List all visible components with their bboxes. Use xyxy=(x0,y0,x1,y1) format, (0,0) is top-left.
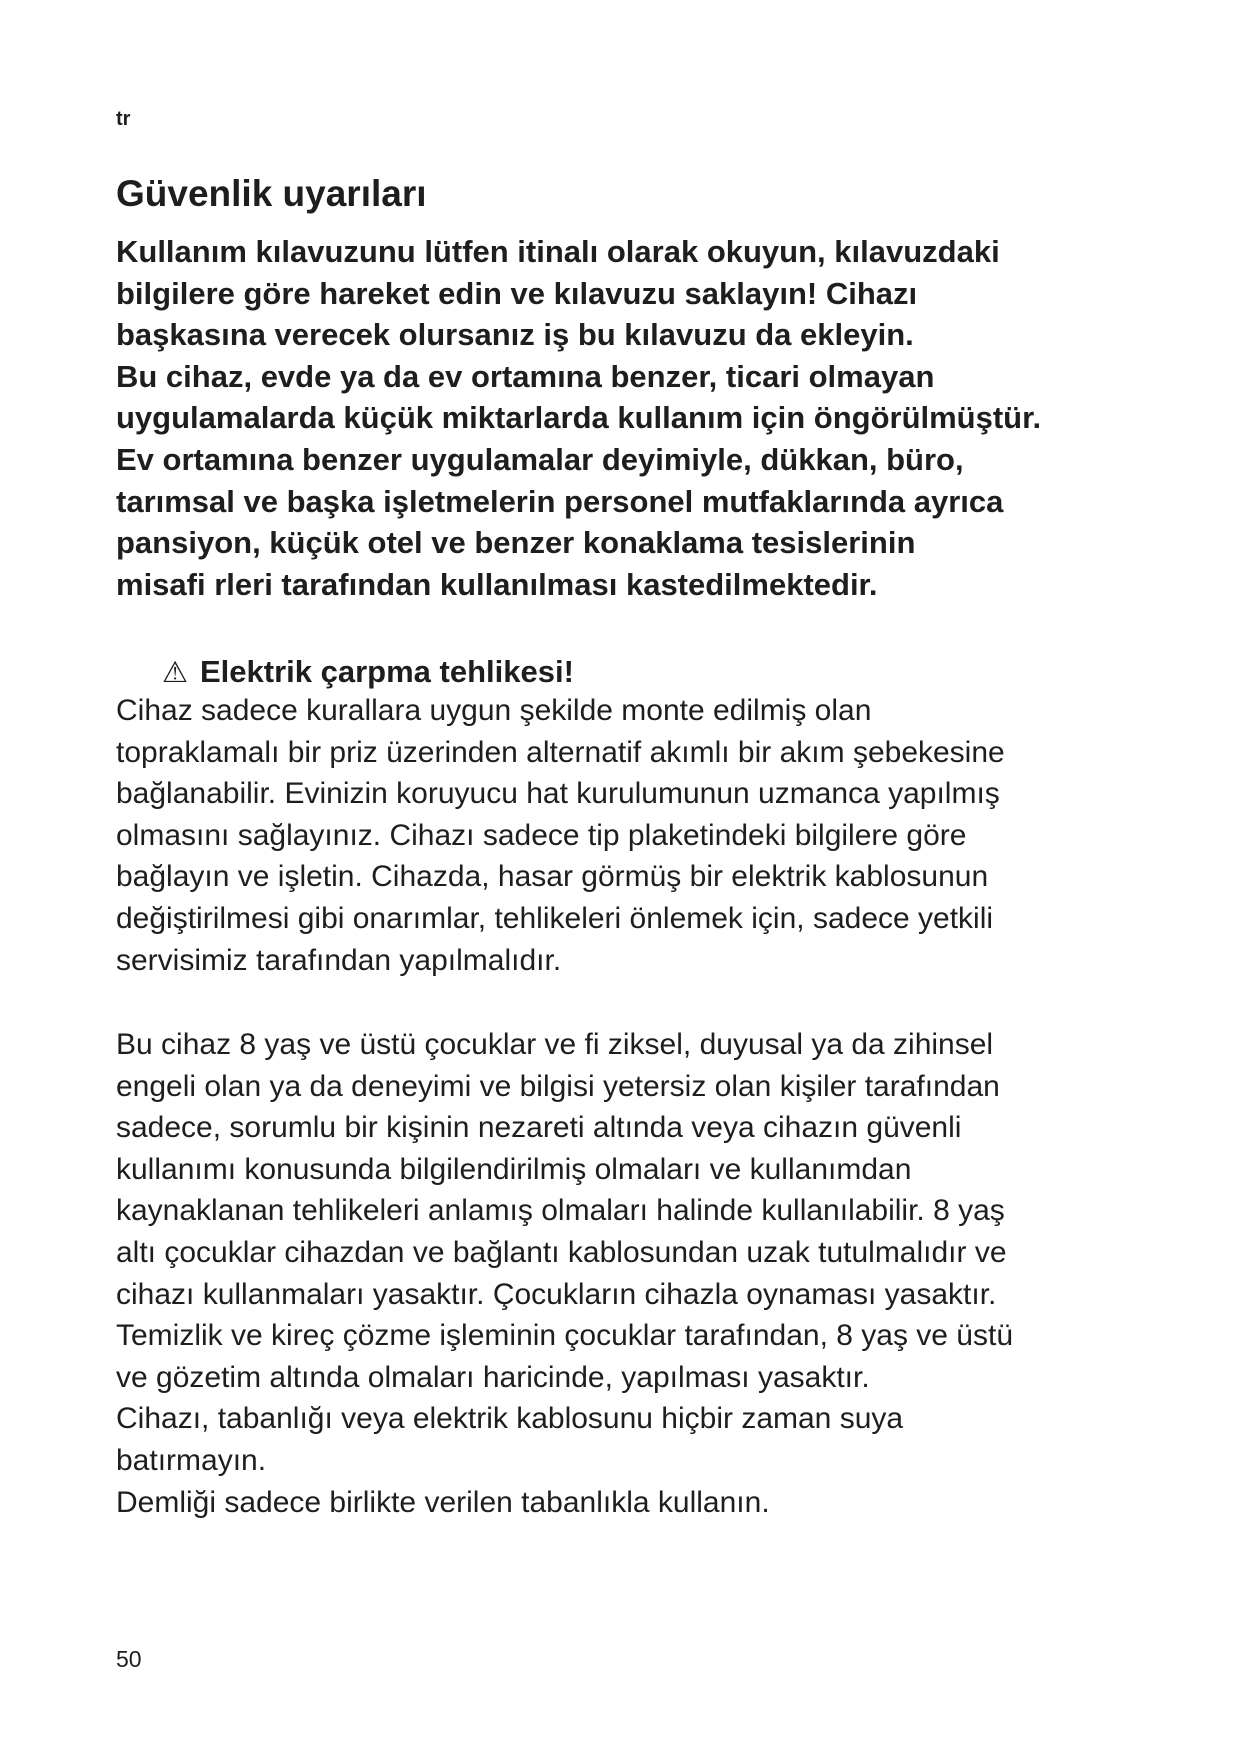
electric-shock-paragraph xyxy=(116,690,1166,981)
intro-line: Kullanım kılavuzunu lütfen itinalı olarak okuyun, kılavuzdaki xyxy=(116,234,1000,269)
warning-heading-text: Elektrik çarpma tehlikesi! xyxy=(200,654,574,689)
paragraph-line: engeli olan ya da deneyimi ve bilgisi yetersiz olan kişiler tarafından xyxy=(116,1069,1000,1103)
intro-line: Ev ortamına benzer uygulamalar deyimiyle, dükkan, büro, xyxy=(116,441,964,477)
paragraph-line: altı çocuklar cihazdan ve bağlantı kablosundan uzak tutulmalıdır ve xyxy=(116,1235,1007,1269)
paragraph-line: olmasını sağlayınız. Cihazı sadece tip plaketindeki bilgilere göre xyxy=(116,818,967,852)
section-title: Güvenlik uyarıları xyxy=(116,173,427,214)
intro-line: uygulamalarda küçük miktarlarda kullanım için öngörülmüştür. xyxy=(116,400,1042,436)
paragraph-line: bağlayın ve işletin. Cihazda, hasar görmüş bir elektrik kablosunun xyxy=(116,860,989,894)
paragraph-line: değiştirilmesi gibi onarımlar, tehlikeleri önlemek için, sadece yetkili xyxy=(116,901,994,935)
intro-line: misafi rleri tarafından kullanılması kastedilmektedir. xyxy=(116,566,878,602)
paragraph-line: kaynaklanan tehlikeleri anlamış olmaları halinde kullanılabilir. 8 yaş xyxy=(116,1194,1005,1228)
intro-line: başkasına verecek olursanız iş bu kılavuzu da ekleyin. xyxy=(116,317,914,353)
paragraph-line: Bu cihaz 8 yaş ve üstü çocuklar ve fi ziksel, duyusal ya da zihinsel xyxy=(116,1028,994,1061)
paragraph-line: sadece, sorumlu bir kişinin nezareti altında veya cihazın güvenli xyxy=(116,1111,962,1145)
paragraph-line: Cihaz sadece kurallara uygun şekilde monte edilmiş olan xyxy=(116,694,872,727)
paragraph-line: topraklamalı bir priz üzerinden alternatif akımlı bir akım şebekesine xyxy=(116,735,1005,769)
language-code: tr xyxy=(116,108,131,130)
intro-paragraph xyxy=(116,231,1166,605)
paragraph-line: Cihazı, tabanlığı veya elektrik kablosunu hiçbir zaman suya xyxy=(116,1402,904,1436)
paragraph-line: Demliği sadece birlikte verilen tabanlıkla kullanın. xyxy=(116,1485,770,1519)
intro-line: pansiyon, küçük otel ve benzer konaklama tesislerinin xyxy=(116,525,916,561)
paragraph-line: Temizlik ve kireç çözme işleminin çocuklar tarafından, 8 yaş ve üstü xyxy=(116,1319,1014,1353)
paragraph-line: batırmayın. xyxy=(116,1443,267,1477)
warning-heading xyxy=(162,652,574,693)
intro-line: bilgilere göre hareket edin ve kılavuzu saklayın! Cihazı xyxy=(116,275,918,311)
page-number: 50 xyxy=(116,1646,142,1672)
paragraph-line: cihazı kullanmaları yasaktır. Çocukların cihazla oynaması yasaktır. xyxy=(116,1277,997,1311)
paragraph-line: kullanımı konusunda bilgilendirilmiş olmaları ve kullanımdan xyxy=(116,1152,912,1186)
children-safety-paragraph xyxy=(116,1024,1166,1523)
paragraph-line: servisimiz tarafından yapılmalıdır. xyxy=(116,943,562,977)
paragraph-line: ve gözetim altında olmaları haricinde, yapılması yasaktır. xyxy=(116,1360,870,1394)
intro-line: tarımsal ve başka işletmelerin personel mutfaklarında ayrıca xyxy=(116,483,1004,519)
intro-line: Bu cihaz, evde ya da ev ortamına benzer, ticari olmayan xyxy=(116,358,935,394)
paragraph-line: bağlanabilir. Evinizin koruyucu hat kurulumunun uzmanca yapılmış xyxy=(116,777,1000,811)
warning-triangle-icon: ⚠ xyxy=(162,657,188,689)
